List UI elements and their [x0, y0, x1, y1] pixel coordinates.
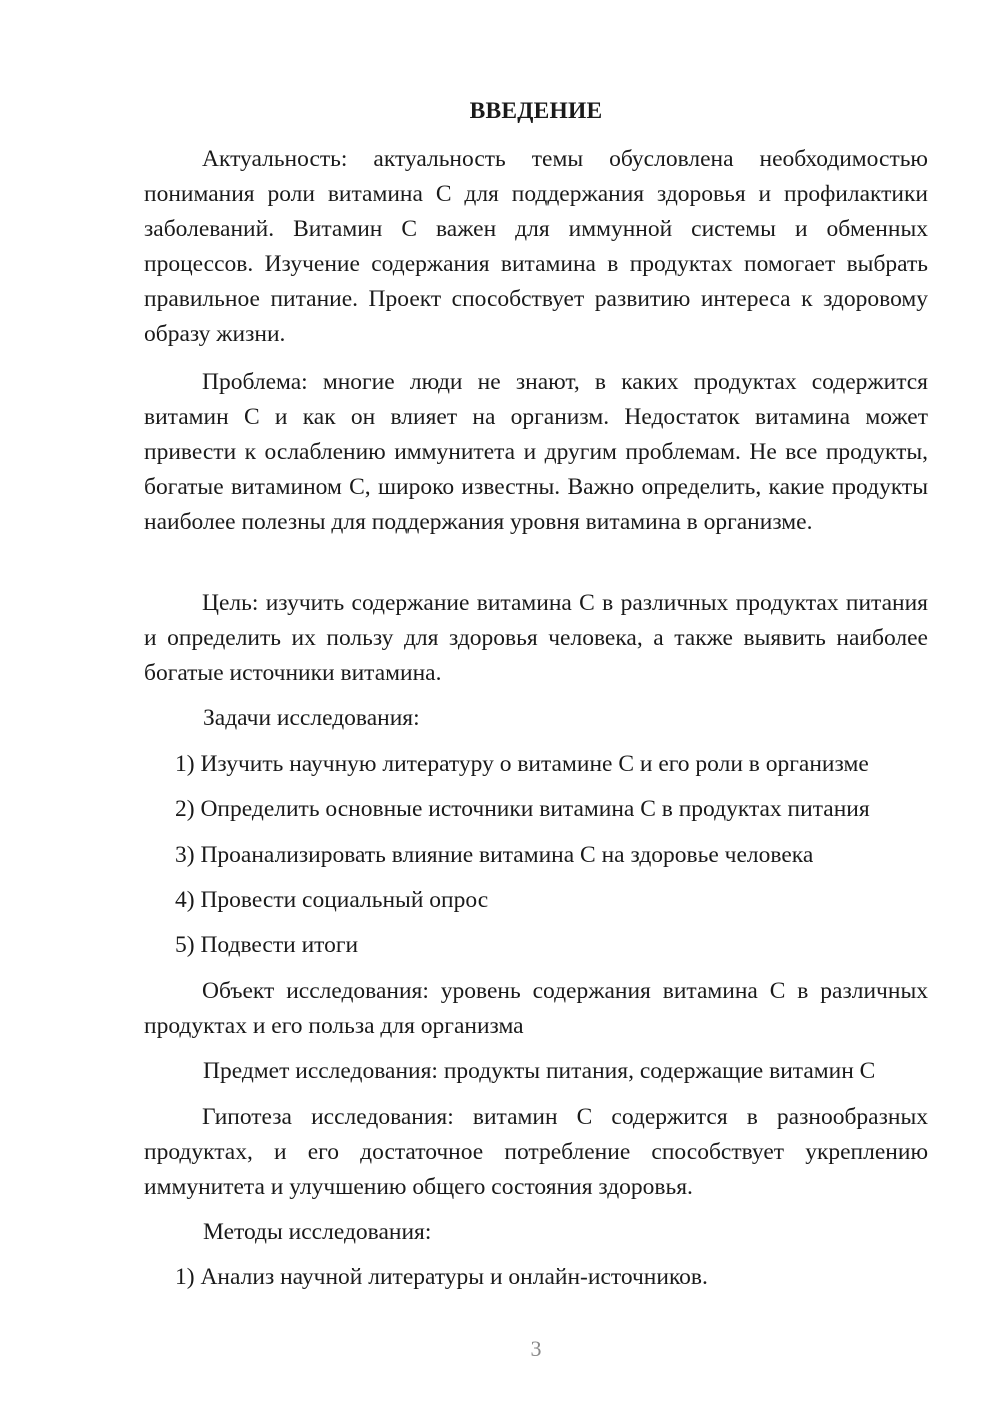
subject-text: Предмет исследования: продукты питания, содержащие витамин С: [203, 1058, 876, 1084]
relevance-paragraph: [144, 142, 928, 352]
task-item-1: 1) Изучить научную литературу о витамине С и его роли в организме: [175, 751, 869, 777]
hypothesis-paragraph: [144, 1100, 928, 1205]
methods-heading: Методы исследования:: [203, 1219, 432, 1245]
tasks-heading: Задачи исследования:: [203, 705, 420, 731]
task-item-4: 4) Провести социальный опрос: [175, 887, 489, 913]
object-text: Объект исследования: уровень содержания витамина С в различных продуктах и его польза для организма: [144, 978, 928, 1039]
hypothesis-text: Гипотеза исследования: витамин С содержится в разнообразных продуктах, и его достаточное потребление способствует укреплению иммунитета и улучшению общего состояния здоровья.: [144, 1104, 928, 1200]
goal-text: Цель: изучить содержание витамина С в различных продуктах питания и определить их пользу для здоровья человека, а также выявить наиболее богатые источники витамина.: [144, 590, 928, 686]
problem-text: Проблема: многие люди не знают, в каких продуктах содержится витамин С и как он влияет на организм. Недостаток витамина может привести к ослаблению иммунитета и другим проблемам. Не все продукты, богатые витамином С, широко известны. Важно определить, какие продукты наиболее полезны для поддержания уровня витамина в организме.: [144, 369, 928, 535]
method-item-1: 1) Анализ научной литературы и онлайн-источников.: [175, 1264, 708, 1290]
task-item-3: 3) Проанализировать влияние витамина С на здоровье человека: [175, 842, 814, 868]
problem-paragraph: [144, 365, 928, 540]
goal-paragraph: [144, 586, 928, 691]
task-item-5: 5) Подвести итоги: [175, 932, 359, 958]
relevance-text: Актуальность: актуальность темы обусловлена необходимостью понимания роли витамина С для поддержания здоровья и профилактики заболеваний. Витамин С важен для иммунной системы и обменных процессов. Изучение содержания витамина в продуктах помогает выбрать правильное питание. Проект способствует развитию интереса к здоровому образу жизни.: [144, 146, 928, 347]
object-paragraph: [144, 974, 928, 1044]
page-title: ВВЕДЕНИЕ: [469, 98, 603, 124]
page-number: 3: [530, 1336, 542, 1361]
task-item-2: 2) Определить основные источники витамина С в продуктах питания: [175, 796, 870, 822]
